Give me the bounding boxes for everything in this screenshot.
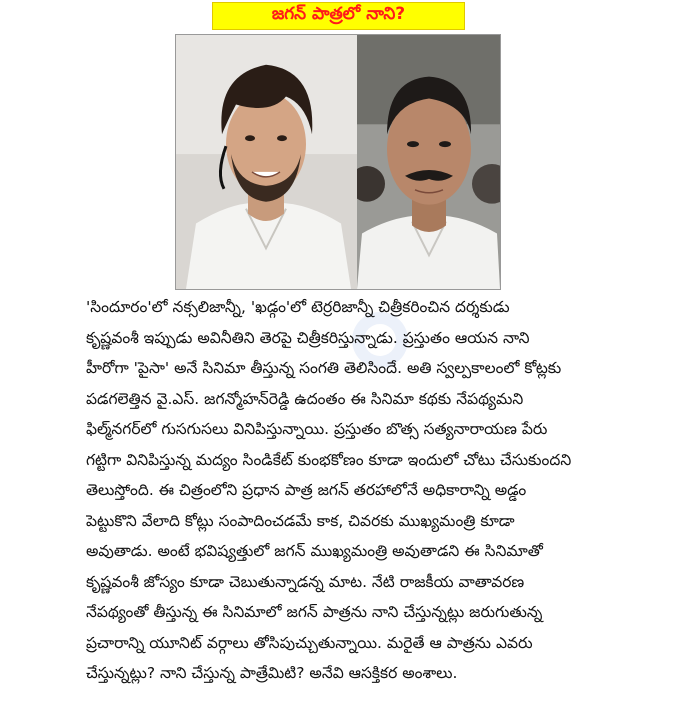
- article-line: గట్టిగా వినిపిస్తున్న మద్యం సిండికేట్ కుంభకోణం కూడా ఇందులో చోటు చేసుకుందని: [86, 450, 572, 469]
- article-line: అవుతాడు. అంటే భవిష్యత్తులో జగన్ ముఖ్యమంత్రి అవుతాడని ఈ సినిమాతో: [86, 542, 543, 560]
- photo-collage: [175, 34, 501, 290]
- headline-banner: [212, 2, 465, 30]
- politician-photo: [357, 35, 500, 289]
- article-line: పెట్టుకొని వేలాది కోట్లు సంపాదించడమే కాక, చివరకు ముఖ్యమంత్రి కూడా: [86, 511, 515, 530]
- headline-text: జగన్ పాత్రలో నాని?: [271, 4, 406, 24]
- article-line: 'సిందూరం'లో నక్సలిజాన్నీ, 'ఖడ్గం'లో టెర్రరిజాన్నీ చిత్రీకరించిన దర్శకుడు: [86, 298, 510, 316]
- article-line: హీరోగా 'పైసా' అనే సినిమా తీస్తున్న సంగతి తెలిసిందే. అతి స్వల్పకాలంలో కోట్లకు: [86, 359, 562, 377]
- article-line: కృష్ణవంశీ జోస్యం కూడా చెబుతున్నాడన్న మాట. నేటి రాజకీయ వాతావరణ: [86, 572, 525, 591]
- actor-photo: [176, 35, 357, 289]
- article-body: [86, 292, 668, 689]
- article-line: కృష్ణవంశీ ఇప్పుడు అవినీతిని తెరపై చిత్రీకరిస్తున్నాడు. ప్రస్తుతం ఆయన నాని: [86, 328, 530, 347]
- article-line: ప్రచారాన్ని యూనిట్ వర్గాలు తోసిపుచ్చుతున్నాయి. మరైతే ఆ పాత్రను ఎవరు: [86, 633, 533, 652]
- article-line: ఫిల్మ్‌నగర్‌లో గుసగుసలు వినిపిస్తున్నాయి. ప్రస్తుతం బొత్స సత్యనారాయణ పేరు: [86, 420, 548, 438]
- article-line: తెలుస్తోంది. ఈ చిత్రంలోని ప్రధాన పాత్ర జగన్ తరహాలోనే అధికారాన్ని అడ్డం: [86, 481, 527, 499]
- article-line: పడగలెత్తిన వై.ఎస్. జగన్మోహన్‌రెడ్డి ఉదంతం ఈ సినిమా కథకు నేపథ్యమని: [86, 389, 524, 408]
- article-line: నేపథ్యంతో తీస్తున్న ఈ సినిమాలో జగన్ పాత్రను నాని చేస్తున్నట్లు జరుగుతున్న: [86, 603, 543, 621]
- article-line: చేస్తున్నట్లు? నాని చేస్తున్న పాత్రేమిటి? అనేవి ఆసక్తికర అంశాలు.: [86, 664, 458, 682]
